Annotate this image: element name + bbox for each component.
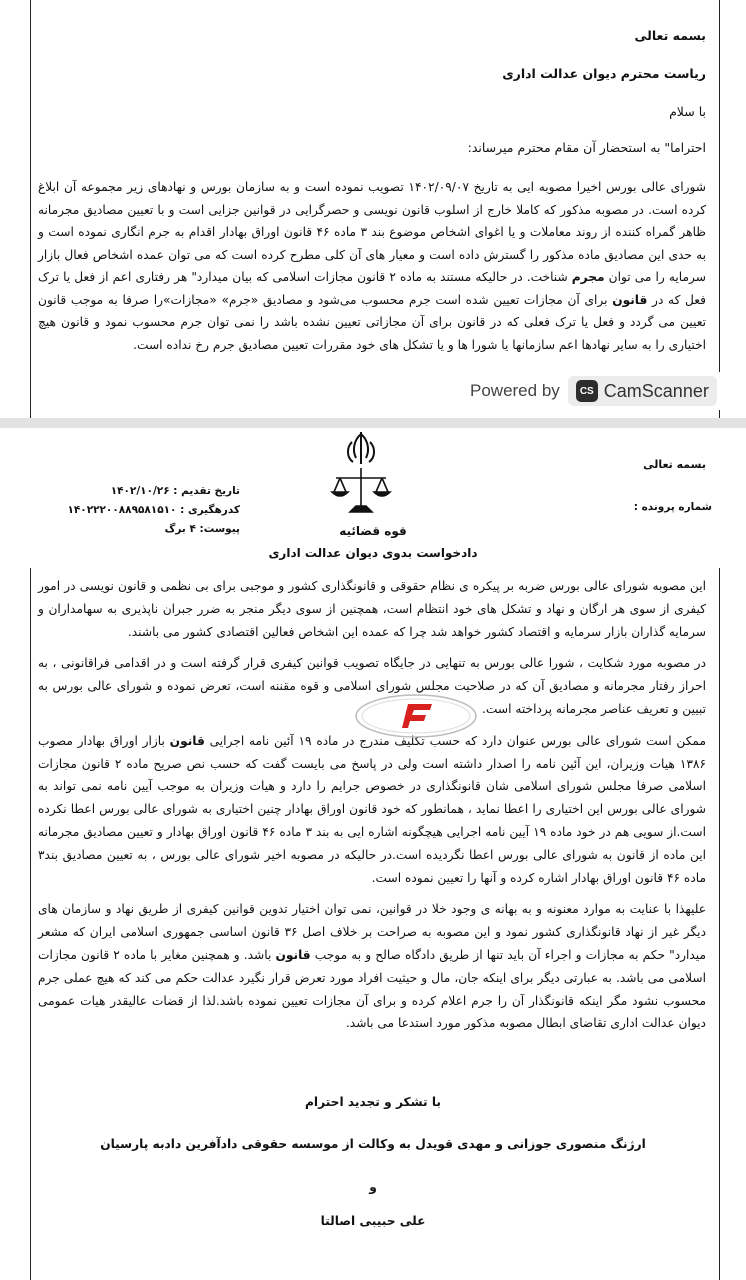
body-text: باشد. و همچنین مغایر با ماده ۲ قانون مجازات اسلامی می باشد. به عبارتی دیگر برای اینکه جان، مال و حیثیت افراد مورد تعرض قرار نگیرد عدالت حکم می کند که هیچ عملی جرم محسوب نشود مگر اینکه قانونگذار آن را جرم اعلام کرده و برای آن مجازات تعیین نموده باشد.لذا از قضات عالیقدر هیات عمومی دیوان عدالت اداری تقاضای ابطال مصوبه مذکور مورد استدعا می باشد. [38,947,706,1031]
watermark-logo-icon [352,692,480,740]
camscanner-name: CamScanner [603,380,709,401]
attachments-count: پیوست: ۴ برگ [164,523,240,535]
body-paragraph-1 [38,176,706,356]
body-text: علیهذا با عنایت به موارد معنونه و به بهانه ی وجود خلا در قوانین، نمی توان اختیار تدوین قوانین کیفری از طریق نهاد و سازمان های دیگر غیر از نهاد قانونگذاری کشور نمود و این مصوبه به صراحت بر خلاف اصل ۳۶ قانون اساسی جمهوری اسلامی ایران که مشعر میدارد" حکم به مجازات و اجراء آن باید تنها از طریق دادگاه صالح و به موجب [38,902,707,962]
body-bold-term: قانون [275,947,311,962]
body-text: ممکن است شورای عالی بورس عنوان دارد که حسب تکلیف مندرج در ماده ۱۹ آئین نامه اجرایی [204,733,707,748]
submit-date: تاریخ تقدیم : ۱۴۰۲/۱۰/۲۶ [110,485,240,497]
scanned-page-2 [0,428,746,1280]
tracking-code: کدرهگیری : ۱۴۰۲۲۲۰۰۸۸۹۵۸۱۵۱۰ [67,504,240,516]
scanned-page-1 [0,0,746,418]
body-text: بازار اوراق بهادار مصوب ۱۳۸۶ هیات وزیران، این آئین نامه را اصدار داشته است ولی در پاسخ می بایست گفت که حسب نص صریح ماده ۲ قانون مجازات اسلامی صرفا مجلس شورای اسلامی شان قانونگذاری در خصوص جرایم را دارد و هیات وزیران به موجب آیین نامه نمی تواند به شورای عالی بورس این اختیاری را اعطا نماید ، همانطور که خود قانون اوراق بهادار چنین اختیاری به شورای عالی بورس اعطا نکرده است.از سویی هم در خود ماده ۱۹ آیین نامه اجرایی هیچگونه اشاره ایی به بند ۳ ماده ۴۶ قانون اوراق بهادار و تعیین مصادیق مجرمانه این ماده از قانون به شورای عالی بورس اعطا نگردیده است.در حالیکه در مصوبه اخیر شورای عالی بورس ، به تعیین مصادیق بند۳ ماده ۴۶ قانون اوراق بهادار اشاره کرده و آنها را تعیین نموده است. [38,733,706,885]
judiciary-emblem-icon [326,428,396,520]
second-signer: علی حبیبی اصالتا [320,1214,426,1228]
file-number-label: شماره پرونده : [633,501,712,513]
petition-body [38,575,706,1044]
body-bold-term: قانون [169,733,205,748]
body-bold-term: قانون [612,292,648,307]
signatories: ارژنگ منصوری جوزانی و مهدی قویدل به وکالت از موسسه حقوقی دادآفرین دادبه پارسیان [100,1137,646,1151]
body-text: برای آن مجازات تعیین شده است جرم محسوب می‌شود و مصادیق «جرم» «مجازات»را صرفا به موجب قانون تعیین می گردد و فعل یا ترک فعلی که در قانون برای آن مجازاتی تعیین نشده باشد را نمی توان جرم محسوب نمود و قانون هیچ اختیاری را به سایر نهادها اعم سازمانها یا شورا ها و یا تشکل های خود مقررات [38,292,706,352]
camscanner-brand [568,376,717,406]
paragraph: این مصوبه شورای عالی بورس ضربه بر پیکره ی نظام حقوقی و قانونگذاری کشور و موجبی برای بی نظمی و قانون نویسی در امور کیفری از سوی هر ارگان و نهاد و تشکل های خود انتظام است، همچنین از سوی دیگر منجر به ضرر جبران ناپذیری به سهامداران و سرمایه گذاران بازار سرمایه و اقتصاد کشور خواهد شد چرا که عمده این اشخاص فعالین اقتصادی کشور می باشند. [38,579,706,639]
conjunction: و [369,1180,377,1194]
body-text: شورای عالی بورس اخیرا مصوبه ایی به تاریخ ۱۴۰۲/۰۹/۰۷ تصویب نموده است و به سازمان بورس و نهادهای زیر مجموعه آن ابلاغ کرده است. در مصوبه مذکور که کاملا خارج از اسلوب قانون نویسی و حصرگرایی در قوانین جزایی است و با تعیین مصادیق مجرمانه ظاهر گمراه کننده از روند معاملات و یا اغوای اشخاص موضوع بند ۳ ماده ۴۶ قانون اوراق بهادار اقدام به جرم انگاری نموده است و به حدی این مصادیق ماده مذکور را گسترش داده است و معیار های آن کلی مطرح کرده است که می توان عمده اشخاص فعال بازار سرمایه را می توان [38,180,706,284]
body-text: تعیین مصادیق جرم رخ نداده است. [133,337,309,352]
camscanner-logo-icon: CS [576,380,598,402]
bismillah-header: بسمه تعالی [643,458,706,471]
body-bold-term: مجرم [571,270,605,284]
respect-line: احتراما" به استحضار آن مقام محترم میرساند: [467,140,706,155]
bismillah-header: بسمه تعالی [634,28,706,43]
document-title: دادخواست بدوی دیوان عدالت اداری [268,546,478,560]
closing-regards: با تشکر و تجدید احترام [305,1095,441,1109]
page-separator [0,418,746,428]
organization-name: قوه قضائیه [339,524,407,538]
paragraph [38,898,706,1035]
paragraph: در مصوبه مورد شکایت ، شورا عالی بورس به تنهایی در جایگاه تصویب قوانین کیفری قرار گرفته است و در اقدامی فراقانونی ، به احراز رفتار مجرمانه و مصادیق آن که در صلاحیت مجلس شورای اسلامی و قوه مقننه است، تعرض نموده و شورای عالی بورس به تبیین و تعریف عناصر مجرمانه پرداخته است. [38,656,706,716]
powered-by-label: Powered by [470,381,560,400]
greeting: با سلام [669,104,706,119]
paragraph [38,730,706,890]
addressee: ریاست محترم دیوان عدالت اداری [502,66,706,81]
body-text: شناخت. در حالیکه مستند به ماده ۲ قانون مجازات اسلامی که بیان میدارد" هر رفتاری اعم از فعل یا ترک فعل که در [38,270,706,307]
camscanner-watermark [464,372,723,410]
